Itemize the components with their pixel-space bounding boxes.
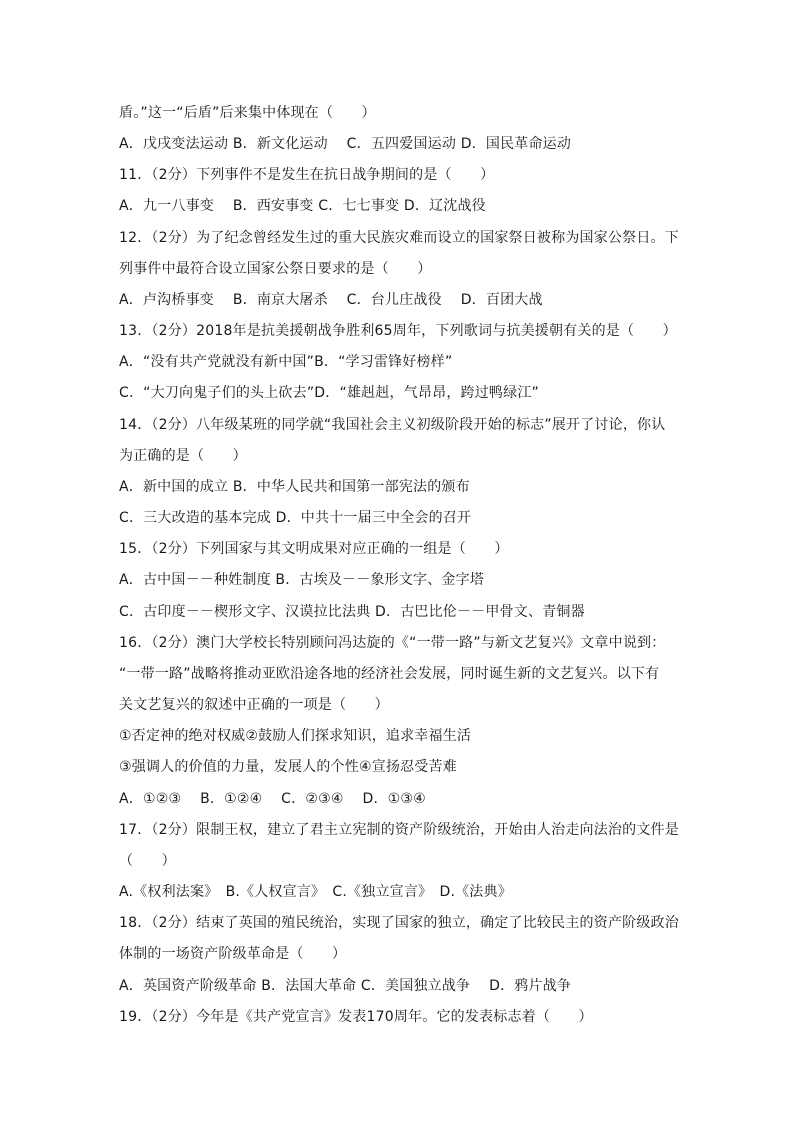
question-14-stem: 14．（2分）八年级某班的同学就“我国社会主义初级阶段开始的标志”展开了讨论，你认 (119, 417, 666, 433)
question-18-stem-cont: 体制的一场资产阶级革命是（ ） (119, 946, 347, 962)
question-16-options: A．①②③ B．①②④ C．②③④ D．①③④ (119, 791, 426, 807)
question-10-options: A．戊戌变法运动 B．新文化运动 C．五四爱国运动 D．国民革命运动 (119, 136, 572, 152)
question-16-stem-cont-2: 关文艺复兴的叙述中正确的一项是（ ） (119, 697, 389, 713)
question-15-options-ab: A．古中国－－种姓制度 B．古埃及－－象形文字、金字塔 (119, 572, 485, 588)
question-16-stem: 16．（2分）澳门大学校长特别顾问冯达旋的《“一带一路”与新文艺复兴》文章中说到： (119, 635, 666, 651)
question-14-options-ab: A．新中国的成立 B．中华人民共和国第一部宪法的颁布 (119, 479, 470, 495)
question-13-options-cd: C．“大刀向鬼子们的头上砍去”D．“雄赳赳，气昂昂，跨过鸭绿江” (119, 385, 539, 401)
question-17-stem: 17．（2分）限制王权，建立了君主立宪制的资产阶级统治，开始由人治走向法治的文件是 (119, 822, 679, 838)
question-19-stem: 19．（2分）今年是《共产党宣言》发表170周年。它的发表标志着（ ） (119, 1009, 593, 1025)
question-18-options: A．英国资产阶级革命 B．法国大革命 C．美国独立战争 D．鸦片战争 (119, 978, 572, 994)
question-17-options: A.《权利法案》 B.《人权宣言》 C.《独立宣言》 D.《法典》 (119, 884, 512, 900)
question-11-stem: 11．（2分）下列事件不是发生在抗日战争期间的是（ ） (119, 167, 495, 183)
question-13-stem: 13．（2分）2018年是抗美援朝战争胜利65周年，下列歌词与抗美援朝有关的是（ ） (119, 323, 677, 339)
question-16-stem-cont: “一带一路”战略将推动亚欧沿途各地的经济社会发展，同时诞生新的文艺复兴。以下有 (119, 666, 660, 682)
question-16-statements-2: ③强调人的价值的力量，发展人的个性④宣扬忍受苦难 (119, 759, 457, 775)
question-15-stem: 15．（2分）下列国家与其文明成果对应正确的一组是（ ） (119, 541, 509, 557)
question-12-options: A．卢沟桥事变 B．南京大屠杀 C．台儿庄战役 D．百团大战 (119, 292, 543, 308)
question-11-options: A．九一八事变 B．西安事变 C．七七事变 D．辽沈战役 (119, 198, 486, 214)
question-14-options-cd: C．三大改造的基本完成 D．中共十一届三中全会的召开 (119, 510, 472, 526)
question-10-stem-end: 盾。”这一“后盾”后来集中体现在（ ） (119, 105, 376, 121)
question-14-stem-cont: 为正确的是（ ） (119, 448, 247, 464)
question-12-stem: 12．（2分）为了纪念曾经发生过的重大民族灾难而设立的国家祭日被称为国家公祭日。下 (119, 230, 679, 246)
question-15-options-cd: C．古印度－－楔形文字、汉谟拉比法典 D．古巴比伦－－甲骨文、青铜器 (119, 604, 585, 620)
question-16-statements-1: ①否定神的绝对权威②鼓励人们探求知识，追求幸福生活 (119, 728, 472, 744)
question-13-options-ab: A．“没有共产党就没有新中国”B．“学习雷锋好榜样” (119, 354, 453, 370)
question-17-stem-cont: （ ） (119, 853, 176, 869)
question-18-stem: 18．（2分）结束了英国的殖民统治，实现了国家的独立，确定了比较民主的资产阶级政治 (119, 915, 679, 931)
question-12-stem-cont: 列事件中最符合设立国家公祭日要求的是（ ） (119, 261, 432, 277)
